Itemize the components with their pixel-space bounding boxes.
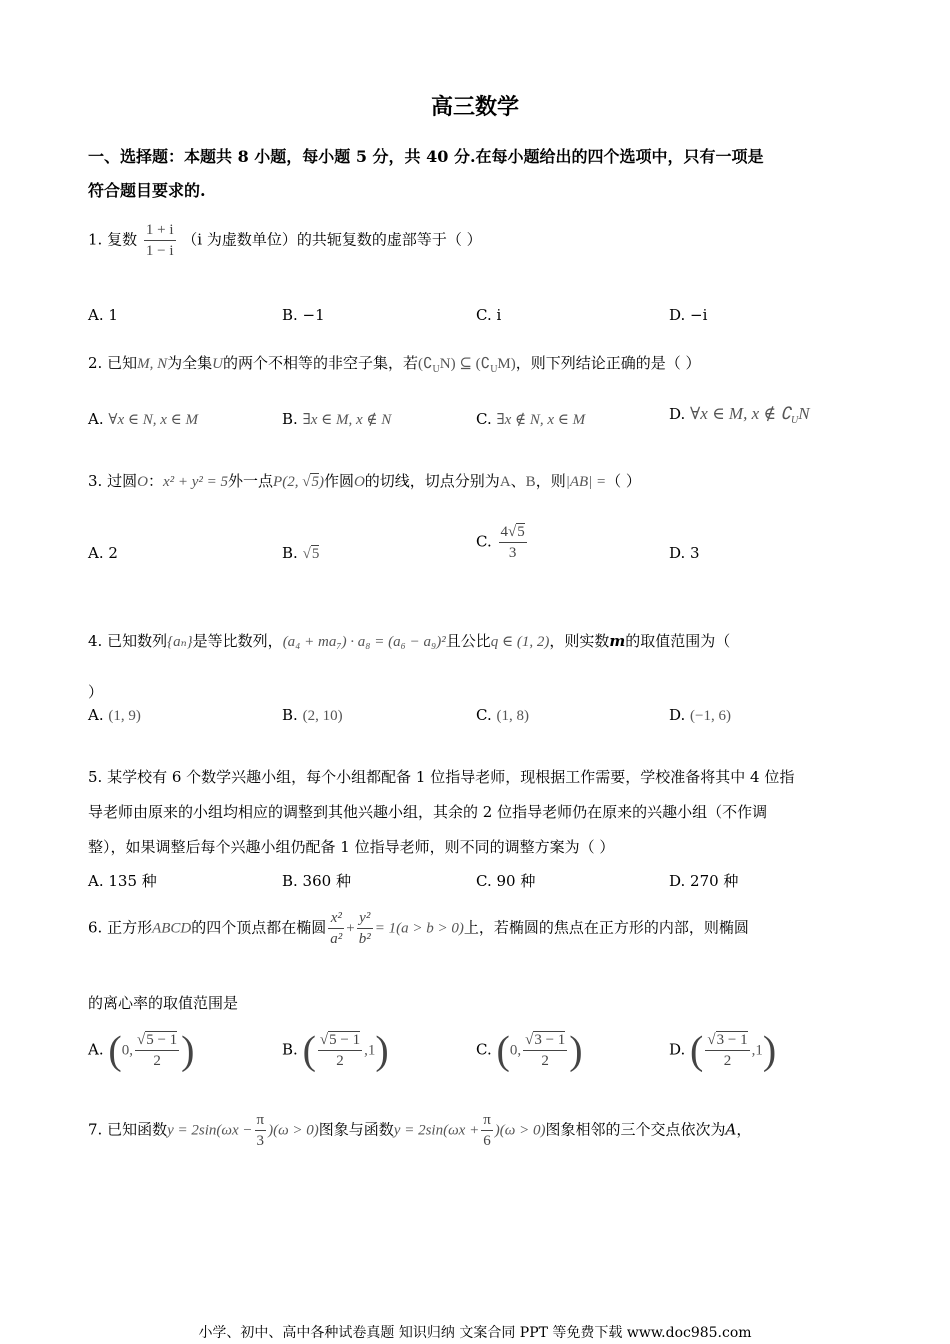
q1-option-d: D. −i bbox=[669, 306, 708, 324]
q4-text-c: ，则实数 bbox=[549, 632, 610, 650]
q6-square: ABCD bbox=[152, 920, 192, 937]
q4-ratio-range: q ∈ (1, 2) bbox=[490, 634, 550, 650]
q3-text-a: 外一点 bbox=[228, 472, 274, 490]
q4-equation: (a₄ + ma₇) · a₈ = (a₆ − a₉)² bbox=[282, 634, 446, 650]
q3-option-c: C. $\frac{4√5}{3}$ bbox=[476, 524, 525, 561]
section-heading bbox=[88, 140, 868, 208]
q7-function-2-a: y = 2sin(ωx + bbox=[393, 1122, 480, 1139]
q4-sequence: {aₙ} bbox=[167, 634, 193, 650]
q4-text-b: 且公比 bbox=[445, 632, 491, 650]
q2-option-d: D. ∀x ∈ M, x ∉ $∁_UN$ bbox=[669, 404, 810, 426]
q3-option-b: B. √5 bbox=[282, 544, 320, 562]
q2-universal-set: U bbox=[212, 356, 223, 372]
q2-sets-mn: M, N bbox=[137, 356, 168, 372]
q6-equation-end: = 1(a > b > 0) bbox=[374, 920, 464, 937]
q4-text-e: ） bbox=[88, 683, 104, 701]
q2-condition: $(∁_UN)$ ⊆ $(∁_UM)$ bbox=[417, 356, 516, 375]
q3-circle-o-2: O bbox=[353, 474, 365, 490]
q1-option-a: A. 1 bbox=[88, 306, 118, 324]
q3-prefix: 3. 过圆 bbox=[88, 472, 138, 490]
q6-option-c: C. (0, $\frac{√3 - 1}{2}$ ) bbox=[476, 1027, 583, 1073]
section-heading-line2: 符合题目要求的. bbox=[88, 181, 206, 200]
question-1 bbox=[88, 220, 868, 261]
q3-text-b: 作圆 bbox=[323, 472, 354, 490]
q3-point-b: B bbox=[525, 474, 536, 490]
page-title: 高三数学 bbox=[430, 94, 519, 120]
q7-point-a: A bbox=[725, 1120, 737, 1139]
q2-prefix: 2. 已知 bbox=[88, 354, 138, 372]
q2-option-c: C. ∃x ∉ N, x ∈ M bbox=[476, 410, 586, 428]
q7-text-b: 图象相邻的三个交点依次为 bbox=[545, 1120, 726, 1139]
q1-option-b: B. −1 bbox=[282, 306, 325, 324]
q4-prefix: 4. 已知数列 bbox=[88, 632, 168, 650]
q6-text-a: 的四个顶点都在椭圆 bbox=[191, 918, 327, 937]
q2-option-a: A. ∀x ∈ N, x ∈ M bbox=[88, 410, 198, 428]
q3-circle-equation: x² + y² = 5 bbox=[162, 474, 229, 490]
q6-line-2: 的离心率的取值范围是 bbox=[88, 994, 239, 1012]
q3-text-d: ，则 bbox=[535, 472, 566, 490]
q2-text-b: 的两个不相等的非空子集，若 bbox=[222, 354, 418, 372]
q4-option-a: A. (1, 9) bbox=[88, 706, 141, 724]
q4-option-b: B. (2, 10) bbox=[282, 706, 343, 724]
q1-frac-denominator: 1 − i bbox=[145, 243, 174, 259]
q7-function-1-b: )(ω > 0) bbox=[268, 1122, 319, 1139]
q6-frac-y: $\frac{\text{y²}}{\text{b²}}$ bbox=[358, 910, 371, 947]
q3-option-d: D. 3 bbox=[669, 544, 700, 562]
q3-option-a: A. 2 bbox=[88, 544, 118, 562]
q6-frac-x: $\frac{\text{x²}}{\text{a²}}$ bbox=[330, 910, 343, 947]
q2-text-a: 为全集 bbox=[167, 354, 213, 372]
q1-option-c: C. i bbox=[476, 306, 502, 324]
q4-option-c: C. (1, 8) bbox=[476, 706, 529, 724]
q3-circle-o: O bbox=[137, 474, 148, 490]
q5-option-a: A. 135 种 bbox=[88, 872, 157, 890]
question-5 bbox=[88, 760, 868, 865]
q1-fraction bbox=[144, 220, 176, 261]
q3-point-a: A bbox=[499, 474, 511, 490]
q6-option-d: D. ( $\frac{√3 - 1}{2}$ ,1) bbox=[669, 1027, 777, 1073]
q4-var-m: m bbox=[609, 632, 626, 650]
q7-function-2-frac: $\frac{\pi}{6}$ bbox=[483, 1112, 491, 1149]
q5-line-2: 导老师由原来的小组均相应的调整到其他兴趣小组，其余的 2 位指导老师仍在原来的兴趣小组（不作调 bbox=[88, 803, 768, 821]
page-footer: 小学、初中、高中各种试卷真题 知识归纳 文案合同 PPT 等免费下载 www.doc985.com bbox=[198, 1325, 752, 1341]
q1-number: 1. 复数 bbox=[88, 230, 138, 249]
q2-option-b: B. ∃x ∈ M, x ∉ N bbox=[282, 410, 392, 428]
q5-option-b: B. 360 种 bbox=[282, 872, 351, 890]
q4-text-a: 是等比数列， bbox=[192, 632, 283, 650]
q5-option-d: D. 270 种 bbox=[669, 872, 739, 890]
q1-frac-numerator: 1 + i bbox=[144, 220, 176, 241]
q7-function-2-b: )(ω > 0) bbox=[494, 1122, 546, 1139]
q3-point-p: P(2, √5) bbox=[273, 474, 324, 490]
q3-ab-length: |AB| = bbox=[565, 474, 607, 490]
q7-text-a: 图象与函数 bbox=[318, 1120, 394, 1139]
q6-option-b: B. ( $\frac{√5 - 1}{2}$ ,1) bbox=[282, 1027, 389, 1073]
q6-prefix: 6. 正方形 bbox=[88, 918, 153, 937]
q4-option-d: D. (−1, 6) bbox=[669, 706, 731, 724]
q3-colon: ： bbox=[147, 472, 163, 490]
q3-separator: 、 bbox=[510, 472, 526, 490]
question-6 bbox=[88, 908, 868, 949]
q7-prefix: 7. 已知函数 bbox=[88, 1120, 168, 1139]
section-heading-line1: 一、选择题：本题共 8 小题，每小题 5 分，共 40 分.在每小题给出的四个选项中，只有一项是 bbox=[88, 147, 764, 166]
q2-text-c: ，则下列结论正确的是（ ） bbox=[515, 354, 701, 372]
q5-line-1: 5. 某学校有 6 个数学兴趣小组，每个小组都配备 1 位指导老师，现根据工作需要，学校准备将其中 4 位指 bbox=[88, 768, 795, 786]
question-3 bbox=[88, 470, 868, 491]
q1-text: （i 为虚数单位）的共轭复数的虚部等于（ ） bbox=[182, 230, 482, 249]
q6-text-b: 上，若椭圆的焦点在正方形的内部，则椭圆 bbox=[463, 918, 749, 937]
q4-text-d: 的取值范围为（ bbox=[625, 632, 731, 650]
q5-option-c: C. 90 种 bbox=[476, 872, 536, 890]
q6-option-a: A. (0, $\frac{√5 - 1}{2}$ ) bbox=[88, 1027, 195, 1073]
q6-plus: + bbox=[346, 920, 355, 937]
question-4 bbox=[88, 616, 868, 717]
q3-text-c: 的切线，切点分别为 bbox=[364, 472, 500, 490]
q7-function-1-a: y = 2sin(ωx − bbox=[167, 1122, 253, 1139]
q3-text-e: （ ） bbox=[606, 472, 641, 490]
question-7 bbox=[88, 1110, 888, 1151]
q5-line-3: 整），如果调整后每个兴趣小组仍配备 1 位指导老师，则不同的调整方案为（ ） bbox=[88, 838, 615, 856]
question-2 bbox=[88, 352, 868, 375]
q7-function-1-frac: $\frac{\pi}{3}$ bbox=[256, 1112, 265, 1149]
q7-text-c: ， bbox=[736, 1120, 752, 1139]
